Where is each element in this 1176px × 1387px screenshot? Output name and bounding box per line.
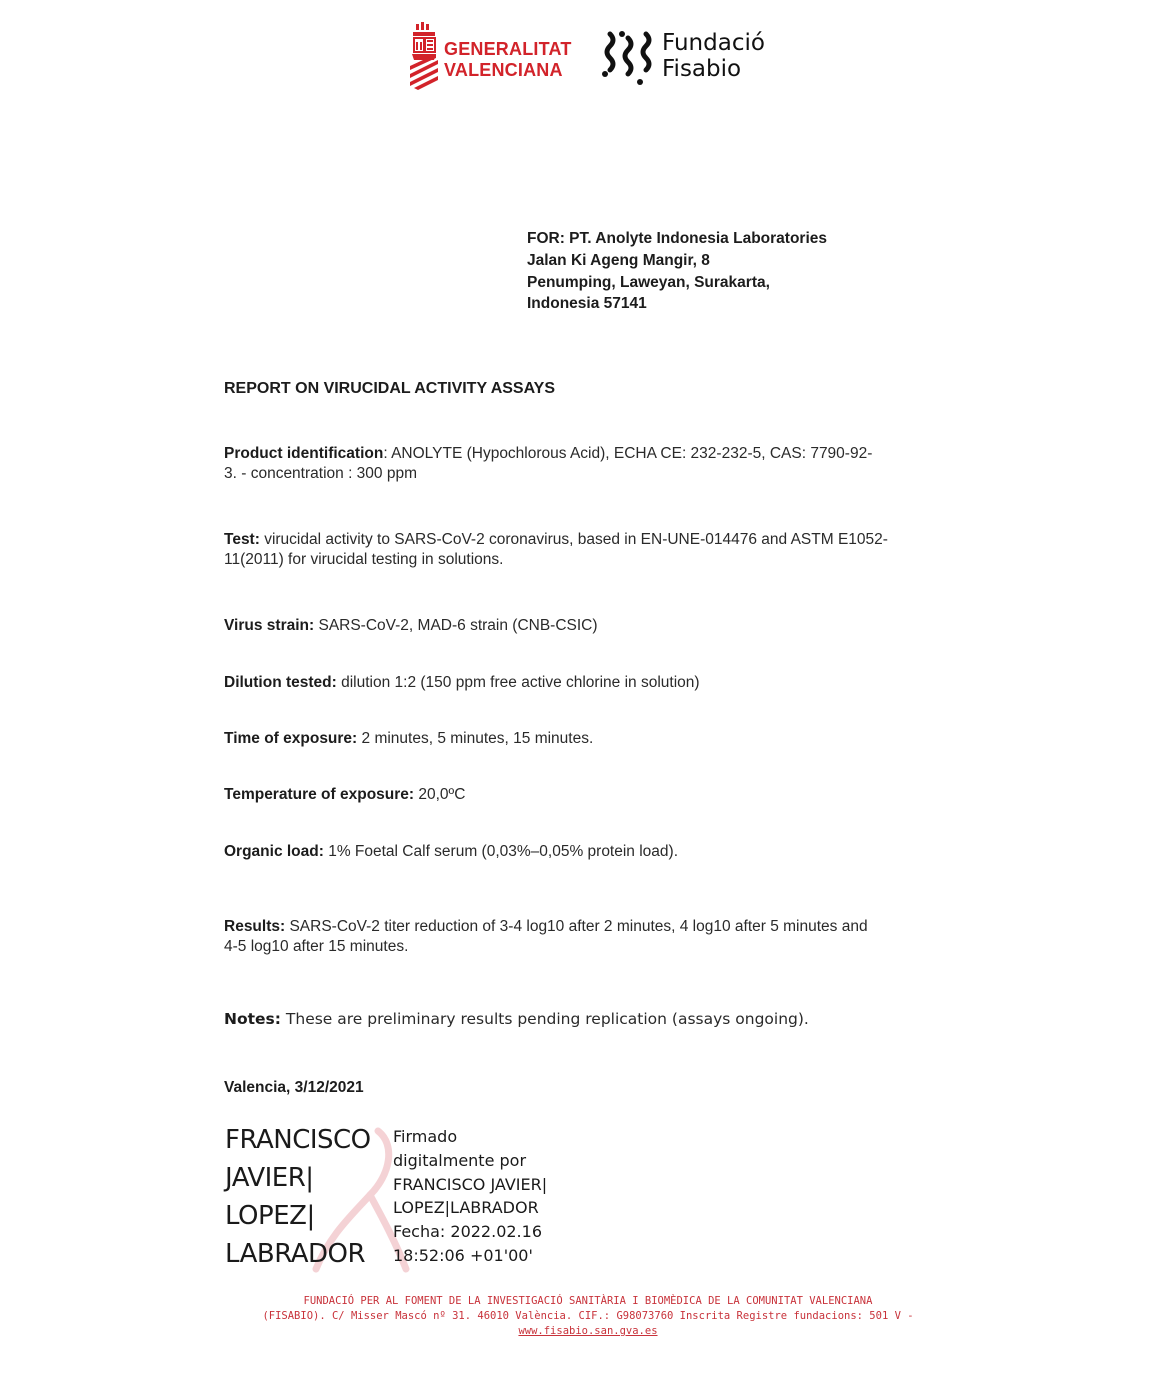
generalitat-valenciana-logo <box>408 22 578 92</box>
dilution-tested <box>224 673 954 693</box>
signature-detail-line-4: LOPEZ|LABRADOR <box>393 1198 539 1218</box>
virus-strain <box>224 616 954 636</box>
time-of-exposure <box>224 729 954 749</box>
organic-label: Organic load: <box>224 843 324 860</box>
notes-value: These are preliminary results pending replication (assays ongoing). <box>280 1010 809 1028</box>
footer-line-2: (FISABIO). C/ Misser Mascó nº 31. 46010 València. CIF.: G98073760 Inscrita Registre fundacions: 501 V - <box>262 1310 914 1322</box>
results-value-line-1: SARS-CoV-2 titer reduction of 3-4 log10 after 2 minutes, 4 log10 after 5 minutes and <box>285 918 868 935</box>
signature-name-line-3: LOPEZ| <box>225 1201 315 1231</box>
results-value-line-2: 4-5 log10 after 15 minutes. <box>224 938 409 955</box>
recipient-address <box>527 228 827 315</box>
fisabio-emblem-icon <box>600 28 660 88</box>
virus-value: SARS-CoV-2, MAD-6 strain (CNB-CSIC) <box>314 617 598 634</box>
gva-emblem-icon <box>408 22 442 92</box>
footer <box>200 1294 976 1339</box>
organic-load <box>224 842 954 862</box>
gva-wordmark <box>444 39 572 81</box>
fisabio-line1: Fundació <box>662 30 765 56</box>
dilution-label: Dilution tested: <box>224 674 337 691</box>
test-description <box>224 530 954 570</box>
results-label: Results: <box>224 918 286 935</box>
report-title: REPORT ON VIRUCIDAL ACTIVITY ASSAYS <box>224 380 556 397</box>
fundacio-fisabio-logo <box>600 28 780 88</box>
digital-signature-details <box>393 1125 547 1268</box>
time-label: Time of exposure: <box>224 730 358 747</box>
signature-detail-line-2: digitalmente por <box>393 1150 527 1170</box>
recipient-line-2: Jalan Ki Ageng Mangir, 8 <box>527 251 710 269</box>
product-separator: : <box>383 445 392 462</box>
test-label: Test: <box>224 531 260 548</box>
results <box>224 917 954 957</box>
notes <box>224 1009 954 1029</box>
time-value: 2 minutes, 5 minutes, 15 minutes. <box>357 730 594 747</box>
gva-line2: VALENCIANA <box>444 60 563 80</box>
recipient-line-3: Penumping, Laweyan, Surakarta, <box>527 273 770 291</box>
test-value-line-2: 11(2011) for virucidal testing in solutions. <box>224 551 504 568</box>
product-identification <box>224 444 954 484</box>
signature-detail-line-1: Firmado <box>393 1127 458 1146</box>
fisabio-line2: Fisabio <box>662 56 742 82</box>
temperature-label: Temperature of exposure: <box>224 786 415 803</box>
signature-name <box>225 1121 371 1273</box>
date-line: Valencia, 3/12/2021 <box>224 1079 364 1096</box>
product-value-line-2: 3. - concentration : 300 ppm <box>224 465 418 482</box>
test-value-line-1: virucidal activity to SARS-CoV-2 coronavirus, based in EN-UNE-014476 and ASTM E1052- <box>259 531 888 548</box>
recipient-line-4: Indonesia 57141 <box>527 295 647 313</box>
organic-value: 1% Foetal Calf serum (0,03%–0,05% protein load). <box>323 843 679 860</box>
footer-website-link[interactable]: www.fisabio.san.gva.es <box>518 1325 658 1337</box>
temperature-of-exposure <box>224 785 954 805</box>
recipient-line-1: FOR: PT. Anolyte Indonesia Laboratories <box>527 230 827 247</box>
signature-name-line-4: LABRADOR <box>225 1239 366 1269</box>
fisabio-wordmark <box>662 30 765 82</box>
notes-label: Notes: <box>224 1010 281 1028</box>
footer-line-1: FUNDACIÓ PER AL FOMENT DE LA INVESTIGACIÓ SANITÀRIA I BIOMÈDICA DE LA COMUNITAT VALENCIANA <box>303 1295 873 1307</box>
gva-line1: GENERALITAT <box>444 39 572 59</box>
dilution-value: dilution 1:2 (150 ppm free active chlorine in solution) <box>336 674 700 691</box>
virus-label: Virus strain: <box>224 617 315 634</box>
product-value-line-1: ANOLYTE (Hypochlorous Acid), ECHA CE: 232-232-5, CAS: 7790-92- <box>391 445 873 462</box>
signature-name-line-1: FRANCISCO <box>225 1125 371 1155</box>
signature-detail-line-3: FRANCISCO JAVIER| <box>393 1174 548 1194</box>
temperature-value: 20,0ºC <box>414 786 466 803</box>
signature-detail-line-5: Fecha: 2022.02.16 <box>393 1222 542 1242</box>
signature-detail-line-6: 18:52:06 +01'00' <box>393 1245 533 1265</box>
product-label: Product identification <box>224 445 384 462</box>
signature-name-line-2: JAVIER| <box>225 1163 314 1193</box>
